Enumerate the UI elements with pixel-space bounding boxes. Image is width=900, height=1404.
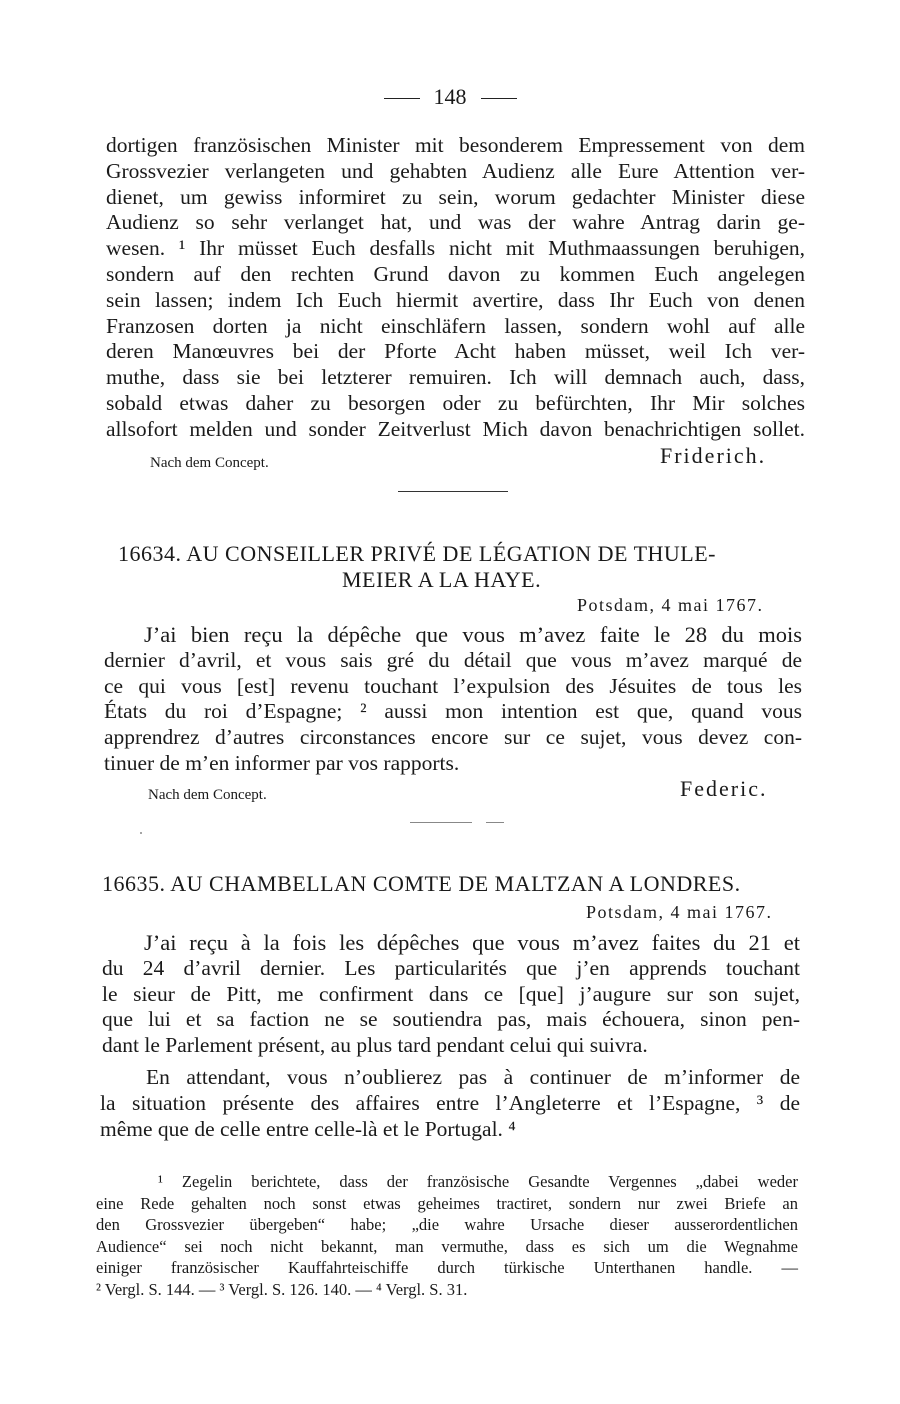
source-note: Nach dem Concept.	[148, 787, 267, 803]
letter-body-paragraph-2	[100, 1065, 800, 1142]
text-line: tinuer de m’en informer par vos rapports.	[104, 750, 460, 775]
section-divider-fragment	[486, 822, 504, 823]
text-line: même que de celle entre celle-là et le Portugal. ⁴	[100, 1116, 516, 1141]
text-line: dant le Parlement présent, au plus tard pendant celui qui suivra.	[102, 1033, 648, 1058]
text-line: dernier d’avril, et vous sais gré du détail que vous m’avez marqué de	[104, 647, 802, 672]
section-divider	[398, 491, 508, 492]
footnote-line: ¹ Zegelin berichtete, dass der französische Gesandte Vergennes „dabei weder	[158, 1172, 798, 1191]
text-line: États du roi d’Espagne; ² aussi mon intention est que, quand vous	[104, 699, 802, 724]
page-number-left-dash	[384, 98, 420, 99]
footnote-line: Audience“ sei noch nicht bekannt, man vermuthe, dass es sich um die Wegnahme	[96, 1236, 798, 1256]
text-line: que lui et sa faction ne se soutiendra pas, mais échouera, sinon pen-	[102, 1007, 800, 1032]
text-line: dortigen französischen Minister mit besonderem Empressement von dem	[106, 133, 805, 157]
text-line: J’ai reçu à la fois les dépêches que vous m’avez faites du 21 et	[144, 930, 800, 955]
signature: Friderich.	[660, 443, 767, 468]
text-line: sobald etwas daher zu besorgen oder zu befürchten, Ihr Mir solches	[106, 390, 805, 415]
text-line: allsofort melden und sonder Zeitverlust Mich davon benachrichtigen sollet.	[106, 416, 805, 441]
section-divider	[410, 822, 472, 823]
text-line: du 24 d’avril dernier. Les particularités que j’en apprends touchant	[102, 955, 800, 980]
letter-heading: 16634. AU CONSEILLER PRIVÉ DE LÉGATION DE THULE-	[118, 541, 716, 566]
text-line: wesen. ¹ Ihr müsset Euch desfalls nicht mit Muthmaassungen beruhigen,	[106, 236, 805, 261]
text-line: la situation présente des affaires entre l’Angleterre et l’Espagne, ³ de	[100, 1090, 800, 1115]
text-line: muthe, dass sie bei letzterer remuiren. Ich will demnach auch, dass,	[106, 365, 805, 390]
page-number-right-dash	[481, 98, 517, 99]
footnote-line: eine Rede gehalten noch sonst etwas geheimes tractiret, sondern nur zwei Briefe an	[96, 1193, 798, 1213]
text-line: apprendrez d’autres circonstances encore sur ce sujet, vous devez con-	[104, 725, 802, 750]
footnote-line: einiger französischer Kauffahrteischiffe durch türkische Unterthanen handle. —	[96, 1258, 798, 1277]
letter-body	[104, 622, 802, 777]
text-line: Audienz so sehr verlanget hat, und was der wahre Antrag darin ge-	[106, 210, 805, 235]
text-line: ce qui vous [est] revenu touchant l’expulsion des Jésuites de tous les	[104, 673, 802, 698]
dateline: Potsdam, 4 mai 1767.	[586, 902, 773, 922]
text-line: sein lassen; indem Ich Euch hiermit avertire, dass Ihr Euch von denen	[106, 287, 805, 312]
footnote-line: ² Vergl. S. 144. — ³ Vergl. S. 126. 140. — ⁴ Vergl. S. 31.	[96, 1279, 468, 1299]
footnotes	[96, 1171, 798, 1300]
letter-heading-continued: MEIER A LA HAYE.	[342, 567, 542, 592]
text-line: sondern auf den rechten Grund davon zu kommen Euch angelegen	[106, 261, 805, 286]
page-number	[0, 84, 900, 110]
letter-body-paragraph-1	[102, 930, 800, 1059]
text-line: dienet, um gewiss informiret zu sein, worum gedachter Minister diese	[106, 184, 805, 209]
text-line: le sieur de Pitt, me confirment dans ce [que] j’augure sur son sujet,	[102, 981, 800, 1006]
source-note: Nach dem Concept.	[150, 455, 269, 471]
footnote-line: den Grossvezier übergeben“ habe; „die wahre Ursache dieser ausserordentlichen	[96, 1215, 798, 1234]
signature: Federic.	[680, 776, 768, 801]
text-line: J’ai bien reçu la dépêche que vous m’avez faite le 28 du mois	[144, 622, 802, 647]
text-line: En attendant, vous n’oublierez pas à continuer de m’informer de	[146, 1065, 800, 1089]
letter-heading: 16635. AU CHAMBELLAN COMTE DE MALTZAN A LONDRES.	[102, 871, 741, 896]
text-line: Franzosen dorten ja nicht einschläfern lassen, sondern wohl auf alle	[106, 313, 805, 338]
page-number-text: 148	[433, 84, 467, 109]
text-line: deren Manœuvres bei der Pforte Acht haben müsset, weil Ich ver-	[106, 339, 805, 364]
text-line: Grossvezier verlangeten und gehabten Audienz alle Eure Attention ver-	[106, 158, 805, 183]
continuation-paragraph	[106, 133, 805, 443]
dateline: Potsdam, 4 mai 1767.	[577, 595, 764, 615]
print-speck	[140, 832, 142, 834]
